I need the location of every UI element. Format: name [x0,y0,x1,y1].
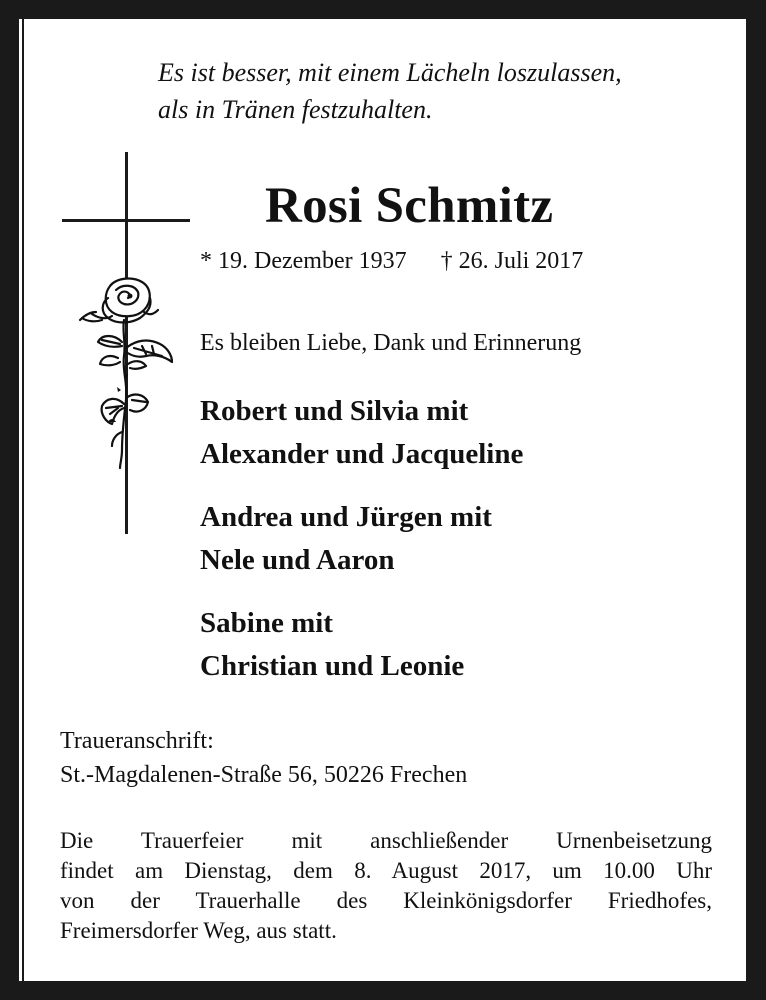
birth-date: * 19. Dezember 1937 [200,248,407,274]
ceremony-line: findet am Dienstag, dem 8. August 2017, um 10.00 Uhr [60,858,712,883]
motto-line-1: Es ist besser, mit einem Lächeln loszulassen, [158,58,622,87]
ceremony-info [60,826,712,946]
family-line: Andrea und Jürgen mit [200,501,492,533]
deceased-name: Rosi Schmitz [265,178,554,234]
rose-icon [72,272,182,472]
family-line: Nele und Aaron [200,544,395,576]
family-line: Robert und Silvia mit [200,395,469,427]
mourning-address [60,724,467,792]
death-date: † 26. Juli 2017 [440,248,584,274]
family-group [200,496,492,582]
address-label: Traueranschrift: [60,728,214,754]
ceremony-line: von der Trauerhalle des Kleinkönigsdorfer Friedhofes, [60,888,712,913]
ceremony-line: Die Trauerfeier mit anschließender Urnenbeisetzung [60,828,712,853]
motto-quote [158,54,622,128]
motto-line-2: als in Tränen festzuhalten. [158,95,433,124]
cross-horizontal-bar [62,219,190,222]
family-group [200,390,523,476]
farewell-line: Es bleiben Liebe, Dank und Erinnerung [200,330,582,356]
ceremony-line: Freimersdorfer Weg, aus statt. [60,918,337,943]
life-dates [200,244,583,278]
family-group [200,602,464,688]
address-value: St.-Magdalenen-Straße 56, 50226 Frechen [60,762,468,788]
family-line: Alexander und Jacqueline [200,438,524,470]
family-line: Sabine mit [200,607,333,639]
family-line: Christian und Leonie [200,650,465,682]
